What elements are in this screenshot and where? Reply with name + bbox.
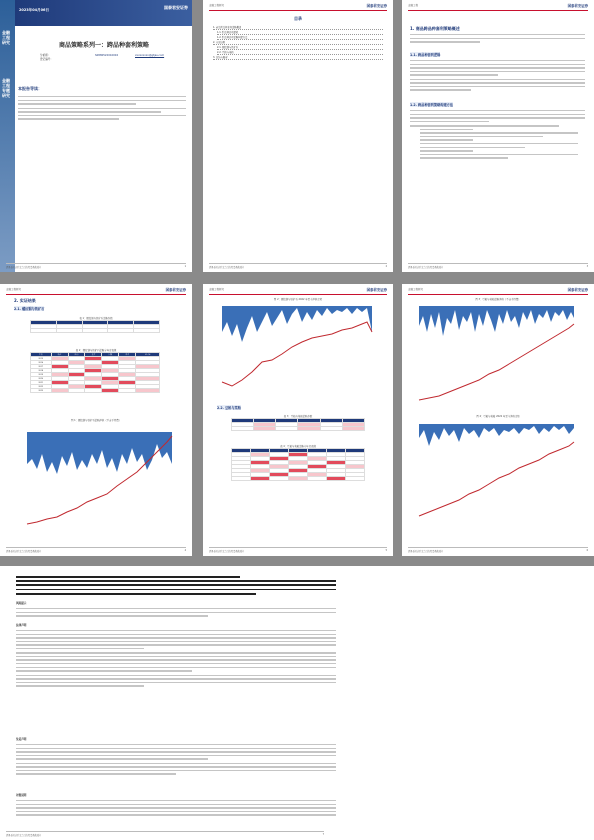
toc-item[interactable]: 1.2. 跨品种套利策略构建方法: [217, 35, 383, 40]
cover-header: [15, 0, 192, 26]
toc-item[interactable]: 3. 总结与展望: [213, 55, 383, 60]
section-1-1-title: 1.1. 跨品种套利逻辑: [410, 53, 441, 57]
figure-3-chart: [414, 302, 582, 410]
page-footer: 请务必阅读正文之后的免责条款部分 2: [209, 265, 387, 269]
table-1-caption: 表 1：螺纹钢与铁矿石策略参数: [79, 317, 113, 320]
page-6: [402, 284, 594, 556]
drawdown-area: [222, 306, 372, 342]
page-footer: 请务必阅读正文之后的免责条款部分 7: [6, 833, 324, 837]
page-footer: 请务必阅读正文之后的免责条款部分 4: [6, 549, 186, 553]
summary-text: [18, 96, 186, 122]
page-5: [203, 284, 393, 556]
page-footer: 请务必阅读正文之后的免责条款部分 6: [408, 549, 588, 553]
section-1-2-title: 1.2. 跨品种套利策略构建方法: [410, 103, 454, 107]
page-1: [0, 0, 192, 272]
table-3-caption: 表 3：豆粕与菜粕策略参数: [283, 415, 313, 418]
summary-title: 本报告导读：: [18, 86, 42, 91]
band-text-2: 金融工程专题研究: [2, 78, 10, 98]
toc-item[interactable]: 2.1. 螺纹钢与铁矿石: [217, 45, 383, 50]
section-1-title: 1. 商品跨品种套利策略概述: [410, 26, 460, 31]
page-header: 金融工程研究 国泰君安证券: [209, 287, 387, 295]
drawdown-area: [419, 424, 574, 446]
page-header: 金融工程研究 国泰君安证券: [408, 287, 588, 295]
figure-1-caption: 图 1：螺纹钢与铁矿石策略净值（不含手续费）: [70, 419, 122, 422]
toc-title: 目录: [294, 16, 302, 21]
toc-item[interactable]: 1. 商品跨品种套利策略概述: [213, 25, 383, 30]
band-text: 金融工程研究: [2, 30, 10, 45]
page-footer: 请务必阅读正文之后的免责条款部分 5: [209, 549, 387, 553]
params-table-1: [30, 320, 160, 333]
page-7: [0, 566, 594, 840]
page-4: [0, 284, 192, 556]
section-1-text: [410, 34, 585, 45]
para-1-text: [16, 608, 336, 619]
side-band: [0, 0, 15, 272]
figure-2-caption: 图 2：螺纹钢与铁矿石 2022 年至今净值走势: [273, 298, 323, 301]
figure-3-caption: 图 3：豆粕与菜粕策略净值（不含手续费）: [475, 298, 521, 301]
page-3: [402, 0, 594, 272]
nav-line: [419, 324, 574, 400]
yearly-table-2: [231, 448, 365, 481]
section-1-2-text: [410, 110, 585, 161]
para-4-text: [16, 800, 336, 818]
params-table-2: [231, 418, 365, 431]
bold-disclaimer-block: [16, 576, 336, 597]
page-footer: 请务必阅读正文之后的免责条款部分 3: [408, 265, 588, 269]
report-date: 2023年04月06日: [19, 8, 49, 12]
para-title-4: 评级说明: [16, 794, 27, 797]
section-2-title: 2. 实证结果: [14, 298, 36, 303]
table-4-caption: 表 4：豆粕与菜粕策略分年度表现: [280, 445, 316, 448]
page-2: [203, 0, 393, 272]
toc-item[interactable]: 2. 实证结果: [213, 40, 383, 45]
drawdown-area: [419, 306, 574, 336]
table-2-caption: 表 2：螺纹钢与铁矿石策略分年度表现: [75, 349, 117, 352]
section-1-1-text: [410, 60, 585, 93]
section-2-1-title: 2.1. 螺纹钢与铁矿石: [14, 307, 45, 311]
cert-label: 登记编号：: [40, 58, 53, 61]
analyst-email[interactable]: xxxxxxxxx@gtjas.com: [135, 54, 165, 57]
para-title-3: 免责声明: [16, 738, 27, 741]
figure-4-chart: [414, 420, 582, 530]
para-3-text: [16, 744, 336, 777]
page-header: 金融工程 国泰君安证券: [408, 3, 588, 11]
yearly-table-1: 年份 收益 波动 夏普 回撤 胜率 盈亏比 2015 2016 2017 2018 2019 2020 2021 2022 2023: [30, 352, 160, 393]
page-header: 金融工程研究 国泰君安证券: [6, 287, 186, 295]
figure-1-chart: [22, 424, 182, 534]
para-title-2: 法律声明: [16, 624, 27, 627]
figure-4-caption: 图 4：豆粕与菜粕 2022 年至今净值走势: [476, 415, 520, 418]
page-header: 金融工程研究 国泰君安证券: [209, 3, 387, 11]
para-2-text: [16, 630, 336, 689]
brand-logo: 国泰君安证券: [164, 5, 188, 10]
page-footer: 请务必阅读正文之后的免责条款部分 1: [6, 265, 186, 269]
section-2-2-title: 2.2. 豆粕与菜粕: [217, 406, 241, 410]
toc-item[interactable]: 2.2. 豆粕与菜粕: [217, 50, 383, 55]
para-title-1: 风险提示: [16, 602, 27, 605]
figure-2-chart: [217, 302, 382, 402]
analyst-label: 分析师：: [40, 54, 51, 57]
nav-line: [419, 442, 574, 516]
cert-number: S0880522010002: [95, 54, 119, 57]
report-title: 商品策略系列一：跨品种套利策略: [58, 42, 149, 49]
toc-item[interactable]: 1.1. 跨品种套利逻辑: [217, 30, 383, 35]
